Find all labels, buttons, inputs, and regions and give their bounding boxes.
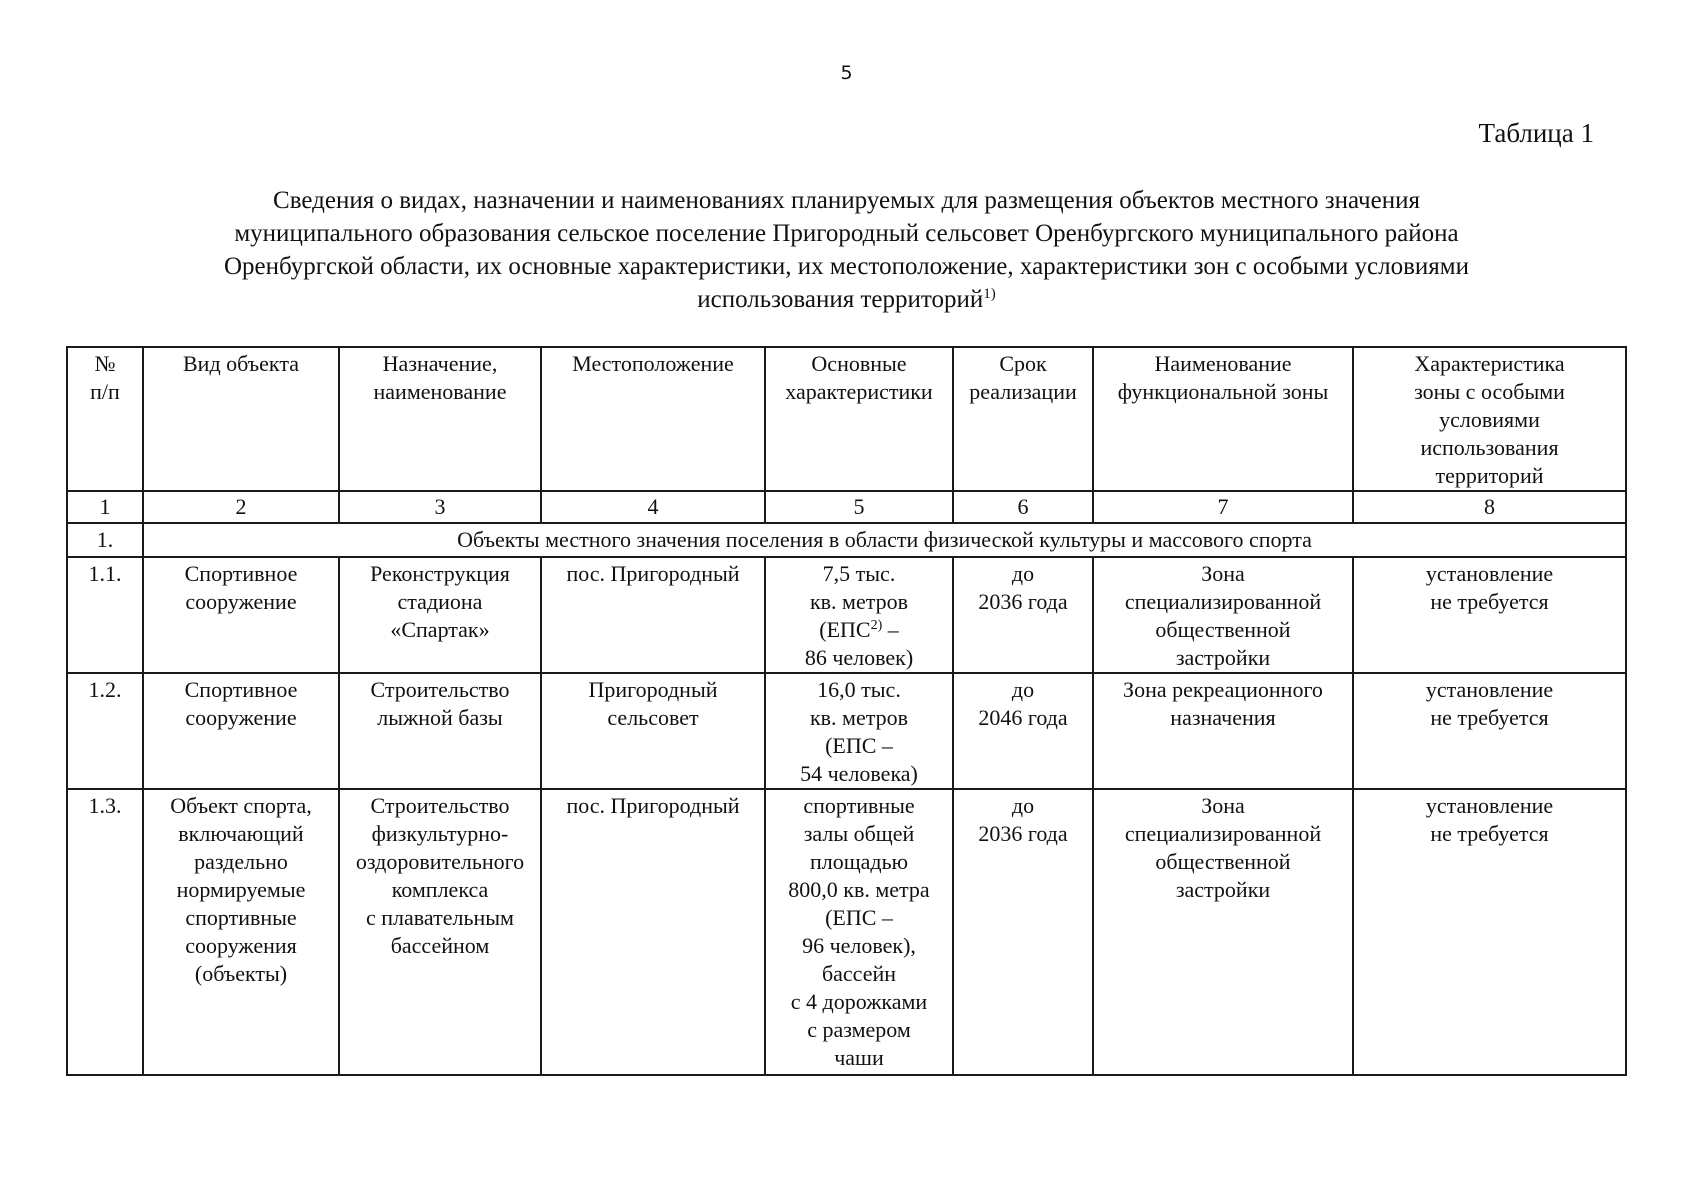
- cell-text: стадиона: [397, 589, 483, 614]
- header-text: условиями: [1439, 407, 1540, 432]
- object-type-cell: [143, 673, 339, 789]
- cell-text: кв. метров: [809, 589, 909, 614]
- title-line: Сведения о видах, назначении и наименованиях планируемых для размещения объектов местного значения: [273, 187, 1420, 214]
- cell-text: Объект спорта,: [170, 793, 312, 818]
- header-text: Вид объекта: [183, 351, 299, 376]
- cell-text: сооружение: [185, 589, 297, 614]
- table-row: [67, 673, 1626, 789]
- characteristics-cell: [765, 557, 953, 673]
- row-number: 1.3.: [67, 789, 143, 1075]
- table-label: Таблица 1: [1478, 118, 1594, 148]
- cell-text: 7,5 тыс.: [822, 561, 896, 586]
- location-cell: [541, 557, 765, 673]
- cell-text: пос. Пригородный: [566, 561, 740, 586]
- header-cell-term: [953, 347, 1093, 491]
- cell-text: 2046 года: [978, 705, 1068, 730]
- column-number: 5: [765, 491, 953, 523]
- cell-text: сооружения: [185, 933, 297, 958]
- cell-text: Спортивное: [184, 677, 298, 702]
- cell-text: включающий: [178, 821, 304, 846]
- table-row: [67, 789, 1626, 1075]
- title-footnote-marker: 1): [983, 286, 996, 302]
- cell-text: застройки: [1175, 877, 1271, 902]
- cell-text: лыжной базы: [377, 705, 503, 730]
- characteristics-cell: [765, 789, 953, 1075]
- cell-text: 2036 года: [978, 589, 1068, 614]
- term-cell: [953, 557, 1093, 673]
- cell-text: спортивные: [803, 793, 915, 818]
- header-cell-zone: [1093, 347, 1353, 491]
- header-text: Местоположение: [572, 351, 734, 376]
- cell-text: физкультурно-: [371, 821, 509, 846]
- header-text: реализации: [969, 379, 1077, 404]
- cell-text: не требуется: [1430, 705, 1549, 730]
- cell-text: площадью: [809, 849, 909, 874]
- column-numbers-row: [67, 491, 1626, 523]
- cell-text: назначения: [1170, 705, 1276, 730]
- header-cell-restriction: [1353, 347, 1626, 491]
- zone-cell: [1093, 557, 1353, 673]
- footnote-marker: 2): [870, 618, 883, 633]
- header-text: №: [94, 351, 116, 376]
- cell-text: сельсовет: [607, 705, 699, 730]
- cell-text: комплекса: [391, 877, 489, 902]
- table-row: [67, 557, 1626, 673]
- cell-text: (ЕПС –: [825, 733, 893, 758]
- document-title: [100, 184, 1593, 316]
- cell-text: до: [1011, 793, 1035, 818]
- header-cell-location: [541, 347, 765, 491]
- header-text: п/п: [90, 379, 120, 404]
- cell-text: до: [1011, 677, 1035, 702]
- restriction-cell: [1353, 789, 1626, 1075]
- cell-text: спортивные: [185, 905, 297, 930]
- cell-text: установление: [1425, 677, 1554, 702]
- cell-text: «Спартак»: [390, 617, 490, 642]
- cell-text: Строительство: [370, 793, 510, 818]
- cell-text: бассейн: [821, 961, 897, 986]
- cell-text: Зона: [1201, 793, 1245, 818]
- cell-text: с плавательным: [366, 905, 514, 930]
- cell-text: Пригородный: [588, 677, 718, 702]
- header-text: наименование: [373, 379, 507, 404]
- cell-text: 800,0 кв. метра: [788, 877, 930, 902]
- term-cell: [953, 789, 1093, 1075]
- header-cell-number: [67, 347, 143, 491]
- object-type-cell: [143, 557, 339, 673]
- title-line: Оренбургской области, их основные характеристики, их местоположение, характеристики зон с особыми условиями: [223, 253, 1470, 280]
- column-number: 1: [67, 491, 143, 523]
- table-header-row: [67, 347, 1626, 491]
- zone-cell: [1093, 789, 1353, 1075]
- column-number: 8: [1353, 491, 1626, 523]
- cell-text: 86 человек): [804, 645, 914, 670]
- cell-text: залы общей: [803, 821, 915, 846]
- header-text: Срок: [999, 351, 1047, 376]
- cell-text: бассейном: [390, 933, 490, 958]
- object-type-cell: [143, 789, 339, 1075]
- cell-text: Строительство: [370, 677, 510, 702]
- column-number: 4: [541, 491, 765, 523]
- header-text: Назначение,: [382, 351, 498, 376]
- objects-table: [66, 346, 1627, 1076]
- row-number: 1.2.: [67, 673, 143, 789]
- column-number: 7: [1093, 491, 1353, 523]
- column-number: 3: [339, 491, 541, 523]
- cell-text: сооружение: [185, 705, 297, 730]
- section-row: [67, 523, 1626, 557]
- cell-text: общественной: [1155, 849, 1291, 874]
- cell-text: кв. метров: [809, 705, 909, 730]
- restriction-cell: [1353, 557, 1626, 673]
- header-text: Основные: [811, 351, 907, 376]
- cell-text: 16,0 тыс.: [817, 677, 901, 702]
- cell-text: (ЕПС –: [825, 905, 893, 930]
- cell-text: [770, 616, 948, 644]
- header-cell-purpose: [339, 347, 541, 491]
- header-text: функциональной зоны: [1117, 379, 1329, 404]
- cell-text: установление: [1425, 561, 1554, 586]
- section-title: Объекты местного значения поселения в области физической культуры и массового спорта: [143, 523, 1626, 557]
- cell-text: до: [1011, 561, 1035, 586]
- cell-text: нормируемые: [176, 877, 306, 902]
- cell-text: застройки: [1175, 645, 1271, 670]
- cell-text: установление: [1425, 793, 1554, 818]
- location-cell: [541, 673, 765, 789]
- header-text: использования: [1420, 435, 1559, 460]
- zone-cell: [1093, 673, 1353, 789]
- page-number: 5: [840, 62, 853, 84]
- cell-text: Зона: [1201, 561, 1245, 586]
- cell-text: 2036 года: [978, 821, 1068, 846]
- header-text: характеристики: [785, 379, 933, 404]
- purpose-cell: [339, 673, 541, 789]
- cell-text: (объекты): [194, 961, 288, 986]
- column-number: 2: [143, 491, 339, 523]
- cell-text: общественной: [1155, 617, 1291, 642]
- cell-text-part: (ЕПС: [819, 617, 871, 642]
- cell-text: 96 человек),: [802, 933, 916, 958]
- cell-text: не требуется: [1430, 589, 1549, 614]
- header-cell-characteristics: [765, 347, 953, 491]
- cell-text: чаши: [834, 1045, 884, 1070]
- row-number: 1.1.: [67, 557, 143, 673]
- cell-text: с 4 дорожками: [790, 989, 928, 1014]
- header-text: Характеристика: [1414, 351, 1565, 376]
- header-cell-object-type: [143, 347, 339, 491]
- title-line: муниципального образования сельское поселение Пригородный сельсовет Оренбургского муниципального района: [234, 220, 1459, 247]
- cell-text: специализированной: [1124, 589, 1322, 614]
- term-cell: [953, 673, 1093, 789]
- section-number: 1.: [67, 523, 143, 557]
- restriction-cell: [1353, 673, 1626, 789]
- column-number: 6: [953, 491, 1093, 523]
- header-text: территорий: [1435, 463, 1544, 488]
- cell-text: не требуется: [1430, 821, 1549, 846]
- cell-text-part: –: [882, 617, 899, 642]
- cell-text: пос. Пригородный: [566, 793, 740, 818]
- header-text: зоны с особыми: [1414, 379, 1565, 404]
- cell-text: раздельно: [194, 849, 288, 874]
- title-line-text: использования территорий: [697, 286, 984, 313]
- cell-text: специализированной: [1124, 821, 1322, 846]
- title-line: [100, 283, 1593, 316]
- cell-text: оздоровительного: [355, 849, 525, 874]
- cell-text: Зона рекреационного: [1123, 677, 1323, 702]
- cell-text: Реконструкция: [370, 561, 510, 586]
- location-cell: [541, 789, 765, 1075]
- purpose-cell: [339, 789, 541, 1075]
- cell-text: Спортивное: [184, 561, 298, 586]
- header-text: Наименование: [1154, 351, 1292, 376]
- cell-text: с размером: [807, 1017, 911, 1042]
- cell-text: 54 человека): [800, 761, 918, 786]
- characteristics-cell: [765, 673, 953, 789]
- purpose-cell: [339, 557, 541, 673]
